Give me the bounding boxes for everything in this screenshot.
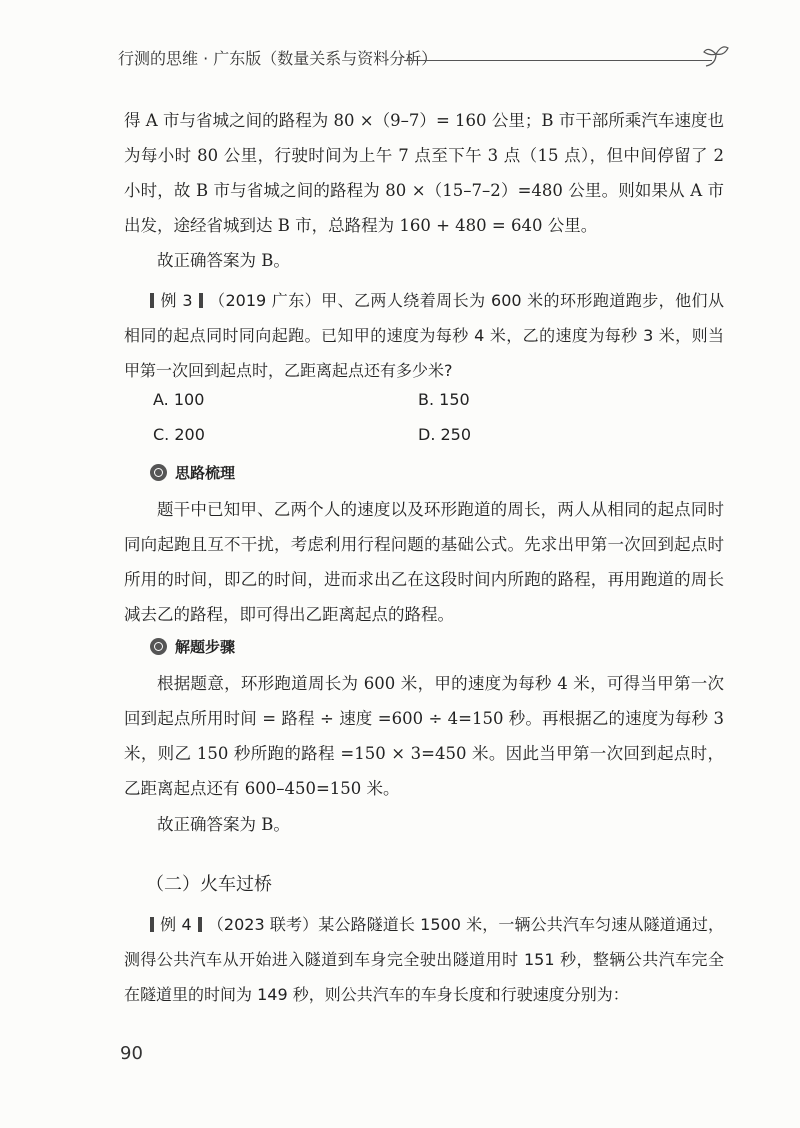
paragraph-answer-1: 故正确答案为 B。: [157, 251, 290, 270]
example-4-text: （2023 联考）某公路隧道长 1500 米，一辆公共汽车匀速从隧道通过，测得公共汽车从开始进入隧道到车身完全驶出隧道用时 151 秒，整辆公共汽车完全在隧道里的时间为 149 秒，则公共汽车的车身长度和行驶速度分别为：: [124, 915, 724, 1004]
header-title: 行测的思维 · 广东版（数量关系与资料分析）: [118, 49, 438, 68]
running-header: [118, 42, 730, 72]
option-d: D. 250: [418, 425, 472, 444]
header-rule: [404, 60, 712, 61]
example-4-label: 例 4: [160, 915, 192, 934]
example-3: [124, 283, 724, 388]
sprout-icon: [702, 42, 730, 72]
subsection-title: （二）火车过桥: [146, 874, 272, 895]
steps-icon: [150, 638, 167, 655]
option-a: A. 100: [153, 390, 205, 409]
thinking-heading: [150, 462, 235, 483]
brain-icon: [150, 464, 167, 481]
example-marker-icon: [150, 917, 154, 932]
page-number: 90: [120, 1043, 143, 1064]
steps-paragraph: 根据题意，环形跑道周长为 600 米，甲的速度为每秒 4 米，可得当甲第一次回到起点所用时间 = 路程 ÷ 速度 =600 ÷ 4=150 秒。再根据乙的速度为每秒 3 米，则乙 150 秒所跑的路程 =150 × 3=450 米。因此当甲第一次回到起点时，乙距离起点还有 600–450=150 米。: [124, 674, 724, 798]
option-c: C. 200: [153, 425, 205, 444]
example-marker-icon: [198, 917, 202, 932]
example-3-label: 例 3: [160, 291, 193, 310]
example-marker-icon: [150, 293, 154, 308]
steps-heading: [150, 636, 235, 657]
paragraph-solution-continued: 得 A 市与省城之间的路程为 80 ×（9–7）= 160 公里；B 市干部所乘汽车速度也为每小时 80 公里，行驶时间为上午 7 点至下午 3 点（15 点），但中间停留了 2 小时，故 B 市与省城之间的路程为 80 ×（15–7–2）=480 公里。则如果从 A 市出发，途经省城到达 B 市，总路程为 160 + 480 = 640 公里。: [124, 111, 724, 235]
thinking-heading-label: 思路梳理: [175, 464, 236, 482]
example-marker-icon: [199, 293, 203, 308]
example-3-text: （2019 广东）甲、乙两人绕着周长为 600 米的环形跑道跑步，他们从相同的起点同时同向起跑。已知甲的速度为每秒 4 米，乙的速度为每秒 3 米，则当甲第一次回到起点时，乙距离起点还有多少米?: [124, 291, 724, 380]
option-b: B. 150: [418, 390, 470, 409]
example-4: [124, 907, 724, 1012]
thinking-paragraph: 题干中已知甲、乙两个人的速度以及环形跑道的周长，两人从相同的起点同时同向起跑且互不干扰，考虑利用行程问题的基础公式。先求出甲第一次回到起点时所用的时间，即乙的时间，进而求出乙在这段时间内所跑的路程，再用跑道的周长减去乙的路程，即可得出乙距离起点的路程。: [124, 500, 724, 624]
steps-heading-label: 解题步骤: [175, 638, 236, 656]
paragraph-answer-2: 故正确答案为 B。: [157, 815, 290, 834]
